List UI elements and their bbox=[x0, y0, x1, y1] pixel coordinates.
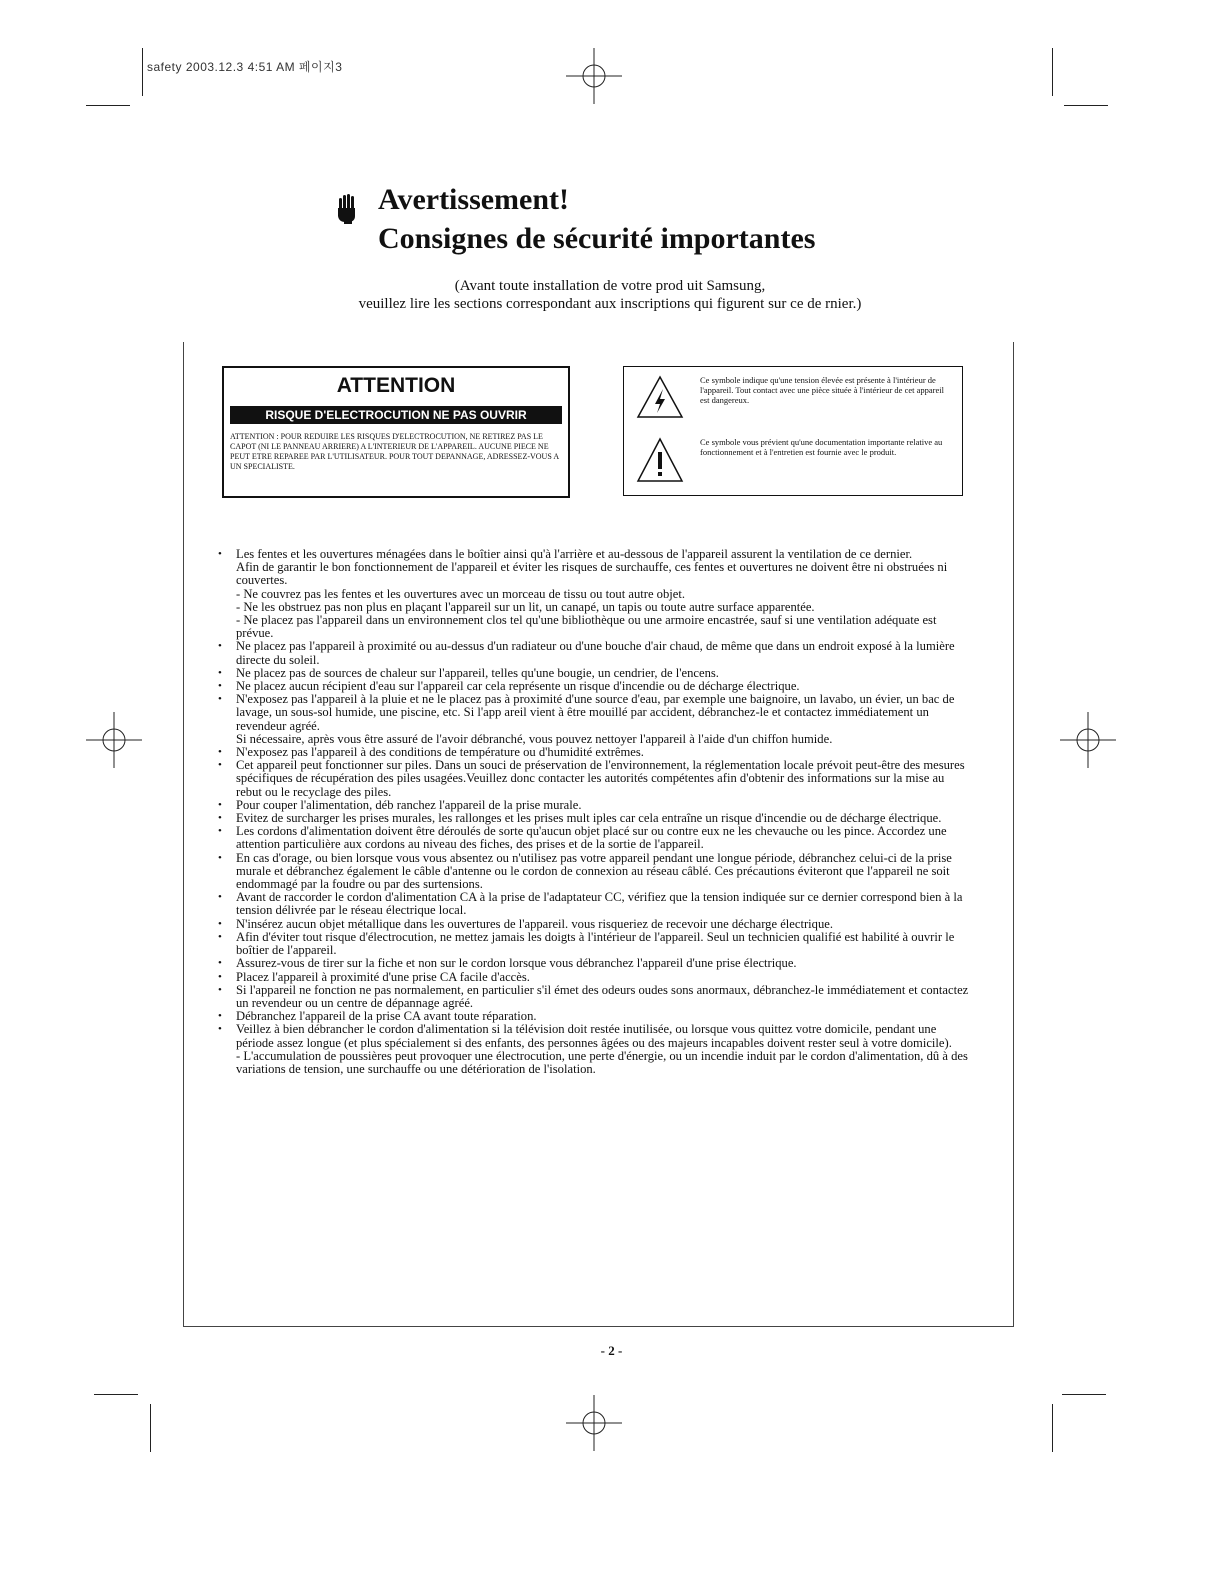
list-subitem: - Ne les obstruez pas non plus en plaçant l'appareil sur un lit, un canapé, un tapis ou toute autre surface apparentée. bbox=[236, 599, 815, 614]
crop-mark bbox=[94, 1394, 138, 1395]
info-symbol-text: Ce symbole vous prévient qu'une documentation importante relative au fonctionnement et à l'entretien est fournie avec le produit. bbox=[700, 437, 943, 457]
frame-left-line bbox=[183, 342, 184, 1327]
list-item: • Ne placez pas l'appareil à proximité ou au-dessus d'un radiateur ou d'une bouche d'air chaud, de même que dans un endroit exposé à la lumière directe du soleil. bbox=[218, 640, 970, 666]
list-item: • N'exposez pas l'appareil à des conditions de température ou d'humidité extrêmes. bbox=[218, 746, 970, 759]
list-item: • Avant de raccorder le cordon d'alimentation CA à la prise de l'adaptateur CC, vérifiez que la tension indiquée sur ce dernier correspond bien à la tension délivrée par le réseau électrique local. bbox=[218, 891, 970, 917]
crop-mark bbox=[1052, 1404, 1053, 1452]
list-item: • N'insérez aucun objet métallique dans les ouvertures de l'appareil. vous risqueriez de recevoir une décharge électrique. bbox=[218, 918, 970, 931]
registration-mark-icon bbox=[566, 48, 622, 104]
list-subitem: - L'accumulation de poussières peut provoquer une électrocution, une perte d'énergie, ou un incendie induit par le cordon d'alimentation, dû à des variations de tension, une surchauffe ou une détérioration de l'isolation. bbox=[236, 1048, 968, 1076]
intro-line-2: veuillez lire les sections correspondant aux inscriptions qui figurent sur ce de rnier.) bbox=[358, 296, 862, 312]
crop-mark bbox=[1064, 105, 1108, 106]
crop-mark bbox=[1052, 48, 1053, 96]
voltage-symbol-text: Ce symbole indique qu'une tension élevée est présente à l'intérieur de l'appareil. Tout contact avec une pièce située à l'intérieur de cet appareil est dangereux. bbox=[700, 375, 944, 405]
list-subitem: - Ne placez pas l'appareil dans un environnement clos tel qu'une bibliothèque ou une armoire encastrée, sauf si une ventilation adéquate est prévue. bbox=[236, 613, 937, 641]
list-item: • Cet appareil peut fonctionner sur piles. Dans un souci de préservation de l'environnement, la réglementation locale prévoit peut-être des mesures spécifiques de récupération des piles usagées.Veuillez donc contacter les autorités compétentes afin d'obtenir des informations sur la mise au rebut ou le recyclage des piles. bbox=[218, 759, 970, 799]
page-subtitle: Consignes de sécurité importantes bbox=[378, 222, 816, 255]
list-subitem: - Ne couvrez pas les fentes et les ouvertures avec un morceau de tissu ou tout autre objet. bbox=[236, 586, 686, 601]
registration-mark-icon bbox=[86, 712, 142, 768]
crop-mark bbox=[86, 105, 130, 106]
list-item: • Assurez-vous de tirer sur la fiche et non sur le cordon lorsque vous débranchez l'appareil d'une prise électrique. bbox=[218, 957, 970, 970]
frame-right-line bbox=[1013, 342, 1014, 1327]
frame-bottom-line bbox=[183, 1326, 1013, 1327]
list-item: • Veillez à bien débrancher le cordon d'alimentation si la télévision doit restée inutilisée, ou lorsque vous quittez votre domicile, pendant une période assez longue (et plus spécialement si des enfants, des personnes âgées ou des majeurs incapables doivent rester seul à votre domicile). bbox=[218, 1023, 970, 1049]
list-item: • Les cordons d'alimentation doivent être déroulés de sorte qu'aucun objet placé sur ou contre eux ne les chevauche ou les pince. Accordez une attention particulière aux cordons au niveau des fiches, des prises et de la sortie de l'appareil. bbox=[218, 825, 970, 851]
crop-mark bbox=[1062, 1394, 1106, 1395]
list-item: • Si l'appareil ne fonction ne pas normalement, en particulier s'il émet des odeurs oudes sons anormaux, débranchez-le immédiatement et contactez un revendeur ou un centre de dépannage agréé. bbox=[218, 984, 970, 1010]
list-item: • Placez l'appareil à proximité d'une prise CA facile d'accès. bbox=[218, 971, 970, 984]
hand-stop-icon bbox=[336, 194, 358, 224]
attention-text: ATTENTION : POUR REDUIRE LES RISQUES D'ELECTROCUTION, NE RETIREZ PAS LE CAPOT (NI LE PANNEAU ARRIERE) A L'INTERIEUR DE L'APPAREIL. AUCUNE PIECE NE PEUT ETRE REPAREE PAR L'UTILISATEUR. POUR TOUT DEPANNAGE, ADRESSEZ-VOUS A UN SPECIALISTE. bbox=[230, 432, 559, 471]
list-item: • Les fentes et les ouvertures ménagées dans le boîtier ainsi qu'à l'arrière et au-dessous de l'appareil assurent la ventilation de ce dernier. bbox=[218, 548, 970, 561]
attention-box bbox=[222, 366, 570, 498]
list-subitem: Si nécessaire, après vous être assuré de l'avoir débranché, vous pouvez nettoyer l'appareil à l'aide d'un chiffon humide. bbox=[236, 731, 833, 746]
page-title: Avertissement! bbox=[378, 183, 570, 216]
list-item: • N'exposez pas l'appareil à la pluie et ne le placez pas à proximité d'une source d'eau, par exemple une baignoire, un lavabo, un évier, un bac de lavage, un sous-sol humide, une piscine, etc. Si l'app areil vient à être mouillé par accident, débranchez-le et contactez immédiatement un revendeur agréé. bbox=[218, 693, 970, 733]
list-item: • En cas d'orage, ou bien lorsque vous vous absentez ou n'utilisez pas votre appareil pendant une longue période, débranchez celui-ci de la prise murale et débranchez également le câble d'antenne ou le cordon de connexion au réseau câblé. Ces précautions éviteront que l'appareil ne soit endommagé par la foudre ou par des surtensions. bbox=[218, 852, 970, 892]
print-slug: safety 2003.12.3 4:51 AM 페이지3 bbox=[147, 60, 343, 74]
crop-mark bbox=[150, 1404, 151, 1452]
high-voltage-warning-icon bbox=[636, 375, 684, 419]
page-number: - 2 - bbox=[600, 1343, 623, 1358]
list-item: • Ne placez pas de sources de chaleur sur l'appareil, telles qu'une bougie, un cendrier, de l'encens. bbox=[218, 667, 970, 680]
registration-mark-icon bbox=[566, 1395, 622, 1451]
attention-banner: RISQUE D'ELECTROCUTION NE PAS OUVRIR bbox=[230, 406, 562, 424]
registration-mark-icon bbox=[1060, 712, 1116, 768]
list-item: • Pour couper l'alimentation, déb ranchez l'appareil de la prise murale. bbox=[218, 799, 970, 812]
symbols-box bbox=[623, 366, 963, 496]
safety-instructions-list bbox=[218, 548, 970, 1076]
list-item: • Débranchez l'appareil de la prise CA avant toute réparation. bbox=[218, 1010, 970, 1023]
list-subitem: Afin de garantir le bon fonctionnement de l'appareil et éviter les risques de surchauffe, ces fentes et ouvertures ne doivent être ni obstruées ni couvertes. bbox=[236, 560, 948, 588]
attention-title: ATTENTION bbox=[336, 374, 456, 397]
list-item: • Evitez de surcharger les prises murales, les rallonges et les prises mult iples car cela entraîne un risque d'incendie ou de décharge électrique. bbox=[218, 812, 970, 825]
list-item: • Ne placez aucun récipient d'eau sur l'appareil car cela représente un risque d'incendie ou de décharge électrique. bbox=[218, 680, 970, 693]
exclamation-warning-icon bbox=[636, 437, 684, 483]
intro-line-1: (Avant toute installation de votre prod uit Samsung, bbox=[454, 278, 766, 294]
crop-mark bbox=[142, 48, 143, 96]
list-item: • Afin d'éviter tout risque d'électrocution, ne mettez jamais les doigts à l'intérieur de l'appareil. Seul un technicien qualifié est habilité à ouvrir le boîtier de l'appareil. bbox=[218, 931, 970, 957]
